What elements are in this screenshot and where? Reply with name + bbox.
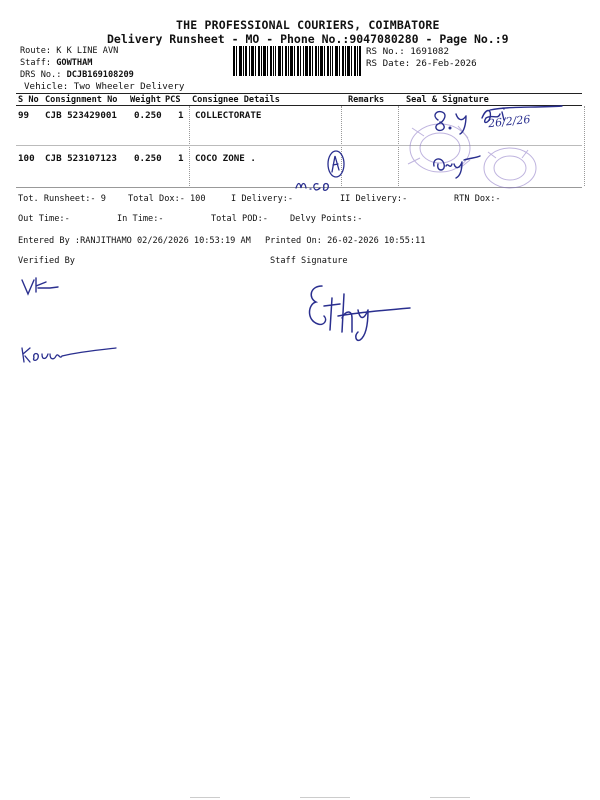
drs-label: DRS No.: [20,70,67,80]
company-title: THE PROFESSIONAL COURIERS, COIMBATORE [176,18,440,32]
ii-delivery: II Delivery:- [340,194,408,204]
col-weight: Weight [130,95,162,105]
row-sno: 100 [18,153,35,164]
drs-line [20,70,134,80]
staff-line [20,58,92,68]
staff-label: Staff: [20,58,57,68]
staff-signature-ink [302,280,412,344]
verified-by-label: Verified By [18,256,75,266]
rtn-dox: RTN Dox:- [454,194,501,204]
row-pcs: 1 [178,110,184,121]
scan-artifact [430,797,470,798]
staff-signature-label: Staff Signature [270,256,348,266]
row-pcs: 1 [178,153,184,164]
col-seal: Seal & Signature [406,95,489,105]
route-text: Route: K K LINE AVN [20,46,119,56]
delvy-points: Delvy Points:- [290,214,363,224]
row-consignee: COCO ZONE . [195,153,256,164]
entered-by: Entered By :RANJITHAMO 02/26/2026 10:53:19 AM [18,236,251,246]
row-consignment: CJB 523429001 [45,110,117,121]
row-consignee: COLLECTORATE [195,110,262,121]
delivery-signature-row2 [428,150,484,180]
staff-name: GOWTHAM [56,58,93,68]
col-sno: S No [18,95,39,105]
total-dox-label: Total Dox:- [128,194,185,204]
col-separator [584,106,585,186]
rs-date: RS Date: 26-Feb-2026 [366,58,477,69]
i-delivery: I Delivery:- [231,194,294,204]
verifier-signature [18,340,118,366]
col-consignee: Consignee Details [192,95,280,105]
table-top-rule [16,93,582,94]
scan-artifact [190,797,220,798]
vehicle-text: Vehicle: Two Wheeler Delivery [24,81,185,92]
rs-number: RS No.: 1691082 [366,46,449,57]
drs-number: DCJB169108209 [66,70,134,80]
row-weight: 0.250 [134,110,162,121]
col-separator [189,106,190,186]
row-consignment: CJB 523107123 [45,153,117,164]
row-sno: 99 [18,110,30,121]
barcode-image [233,46,361,76]
receiver-mark-row2 [292,148,358,196]
col-consignment: Consignment No [45,95,118,105]
tot-runsheet: Tot. Runsheet:- 9 [18,194,106,204]
scan-artifact [300,797,350,798]
verifier-initials [18,272,68,298]
delivery-date-handwritten: 26/2/26 [487,112,531,131]
col-remarks: Remarks [348,95,385,105]
in-time: In Time:- [117,214,164,224]
runsheet-subtitle: Delivery Runsheet - MO - Phone No.:9047080280 - Page No.:9 [107,32,509,46]
col-pcs: PCS [165,95,181,105]
row-weight: 0.250 [134,153,162,164]
total-dox-value: 100 [190,194,206,204]
printed-on: Printed On: 26-02-2026 10:55:11 [265,236,426,246]
total-pod: Total POD:- [211,214,268,224]
out-time: Out Time:- [18,214,70,224]
